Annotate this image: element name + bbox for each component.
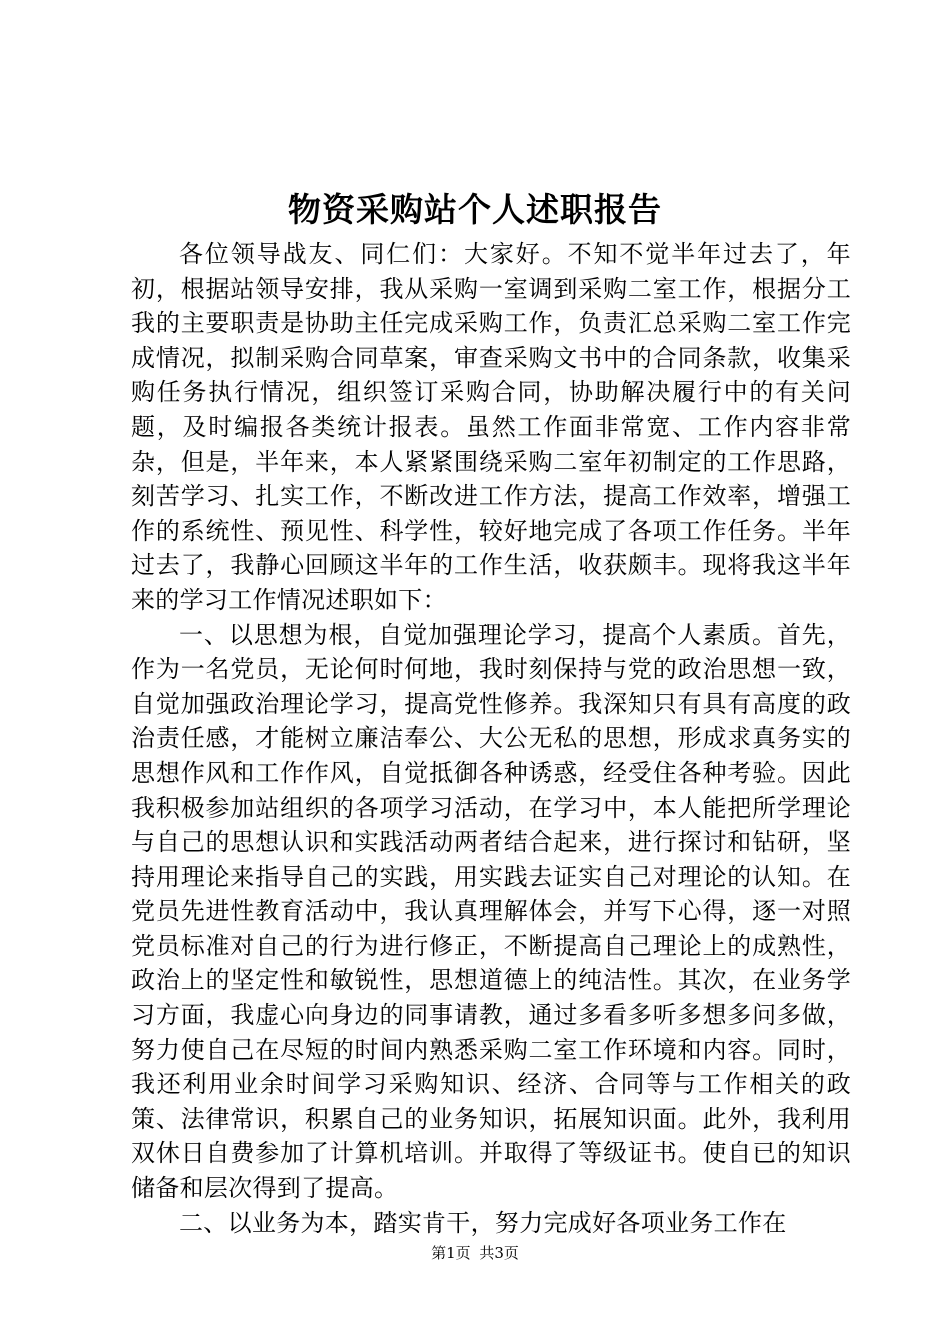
page-number: 第1页	[431, 1244, 471, 1262]
document-body	[131, 237, 851, 1240]
paragraph-section-2: 二、以业务为本，踏实肯干，努力完成好各项业务工作在	[179, 1208, 787, 1237]
paragraph-section-1: 一、以思想为根，自觉加强理论学习，提高个人素质。首先，作为一名党员，无论何时何地，我时刻保持与党的政治思想一致，自觉加强政治理论学习，提高党性修养。我深知只有具有高度的政治责任感，才能树立廉洁奉公、大公无私的思想，形成求真务实的思想作风和工作作风，自觉抵御各种诱惑，经受住各种考验。因此我积极参加站组织的各项学习活动，在学习中，本人能把所学理论与自己的思想认识和实践活动两者结合起来，进行探讨和钻研，坚持用理论来指导自己的实践，用实践去证实自己对理论的认知。在党员先进性教育活动中，我认真理解体会，并写下心得，逐一对照党员标准对自己的行为进行修正，不断提高自己理论上的成熟性，政治上的坚定性和敏锐性，思想道德上的纯洁性。其次，在业务学习方面，我虚心向身边的同事请教，通过多看多听多想多问多做，努力使自己在尽短的时间内熟悉采购二室工作环境和内容。同时，我还利用业余时间学习采购知识、经济、合同等与工作相关的政策、法律常识，积累自己的业务知识，拓展知识面。此外，我利用双休日自费参加了计算机培训。并取得了等级证书。使自已的知识储备和层次得到了提高。	[131, 620, 851, 1203]
page-footer	[0, 1243, 950, 1263]
paragraph-intro: 各位领导战友、同仁们：大家好。不知不觉半年过去了，年初，根据站领导安排，我从采购一室调到采购二室工作，根据分工我的主要职责是协助主任完成采购工作，负责汇总采购二室工作完成情况，拟制采购合同草案，审查采购文书中的合同条款，收集采购任务执行情况，组织签订采购合同，协助解决履行中的有关问题，及时编报各类统计报表。虽然工作面非常宽、工作内容非常杂，但是，半年来，本人紧紧围绕采购二室年初制定的工作思路，刻苦学习、扎实工作，不断改进工作方法，提高工作效率，增强工作的系统性、预见性、科学性，较好地完成了各项工作任务。半年过去了，我静心回顾这半年的工作生活，收获颇丰。现将我这半年来的学习工作情况述职如下：	[131, 240, 851, 614]
document-title: 物资采购站个人述职报告	[288, 190, 662, 229]
page-total: 共3页	[479, 1244, 519, 1262]
